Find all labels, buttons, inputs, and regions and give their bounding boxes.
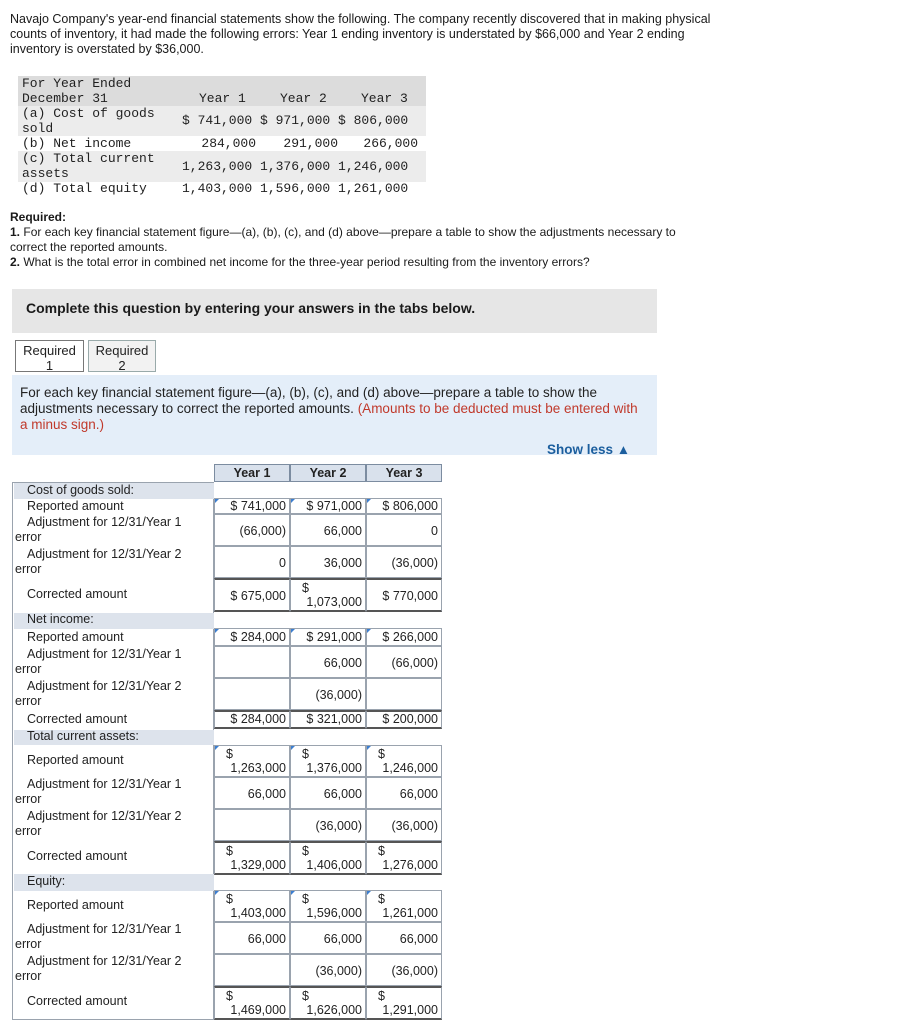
ni-reported-year3[interactable]: $ 266,000 <box>366 628 442 646</box>
cogs-adj1-year1[interactable]: (66,000) <box>214 514 290 546</box>
intro-text: Navajo Company's year-end financial statements show the following. The company recently discovered that in making physical counts of inventory, it had made the following errors: Year 1 ending inventory is understated by $66,000 and Year 2 ending inventory is overstated by $36,000. <box>10 12 711 56</box>
instruction-note: (Amounts to be deducted must be entered with a minus sign.) <box>20 401 638 432</box>
eq-adj1-label: Adjustment for 12/31/Year 1 <box>27 922 182 936</box>
ni-adj2-label: Adjustment for 12/31/Year 2 <box>27 679 182 693</box>
given-header-2: December 31 <box>22 91 108 106</box>
eq-adj2-label-2: error <box>15 969 42 983</box>
tca-corrected-year1[interactable]: $ 1,329,000 <box>214 841 290 875</box>
cogs-adj1-year3[interactable]: 0 <box>366 514 442 546</box>
section-equity: Equity: <box>27 874 66 888</box>
cogs-adj1-year2[interactable]: 66,000 <box>290 514 366 546</box>
tca-adj2-year1[interactable] <box>214 809 290 841</box>
given-col-year2: Year 2 <box>280 91 327 106</box>
cogs-reported-year1[interactable]: $ 741,000 <box>214 498 290 514</box>
tca-corrected-year3[interactable]: $ 1,276,000 <box>366 841 442 875</box>
cogs-adj1-label: Adjustment for 12/31/Year 1 <box>27 515 182 529</box>
ni-adj1-label-2: error <box>15 662 42 676</box>
eq-corrected-label: Corrected amount <box>27 994 128 1008</box>
given-row-c-values: 1,263,000 1,376,000 1,246,000 <box>182 159 409 174</box>
eq-corrected-year1[interactable]: $ 1,469,000 <box>214 986 290 1020</box>
given-row-c-label2: assets <box>22 166 69 181</box>
cogs-reported-year2[interactable]: $ 971,000 <box>290 498 366 514</box>
given-col-year3: Year 3 <box>361 91 408 106</box>
section-cogs: Cost of goods sold: <box>27 483 135 497</box>
ni-corrected-year2[interactable]: $ 321,000 <box>290 710 366 729</box>
tca-reported-year3[interactable]: $ 1,246,000 <box>366 745 442 777</box>
eq-adj1-year3[interactable]: 66,000 <box>366 922 442 954</box>
tca-adj1-label-2: error <box>15 792 42 806</box>
eq-reported-year2[interactable]: $ 1,596,000 <box>290 890 366 922</box>
eq-adj1-year2[interactable]: 66,000 <box>290 922 366 954</box>
cogs-reported-year3[interactable]: $ 806,000 <box>366 498 442 514</box>
cogs-corrected-year1[interactable]: $ 675,000 <box>214 578 290 612</box>
header-year3: Year 3 <box>366 464 442 482</box>
given-data-table <box>18 76 426 197</box>
triangle-up-icon: ▲ <box>616 442 631 457</box>
required-item-2: What is the total error in combined net income for the three-year period resulting from the inventory errors? <box>23 255 590 269</box>
cogs-corrected-label: Corrected amount <box>27 587 128 601</box>
given-row-b-label: (b) Net income <box>22 136 132 151</box>
ni-adj2-label-2: error <box>15 694 42 708</box>
label-column <box>12 482 214 1020</box>
tca-adj2-label: Adjustment for 12/31/Year 2 <box>27 809 182 823</box>
header-year2: Year 2 <box>290 464 366 482</box>
tca-reported-label: Reported amount <box>27 753 124 767</box>
tab-required-2-number: 2 <box>118 358 126 373</box>
eq-reported-year3[interactable]: $ 1,261,000 <box>366 890 442 922</box>
tca-adj1-year1[interactable]: 66,000 <box>214 777 290 809</box>
given-row-d-label: (d) Total equity <box>22 181 147 196</box>
header-year1: Year 1 <box>214 464 290 482</box>
given-row-c-label: (c) Total current <box>22 151 155 166</box>
tab-required-2-label: Required <box>95 343 149 358</box>
section-net-income: Net income: <box>27 612 94 626</box>
tab-required-2[interactable] <box>88 340 156 372</box>
eq-corrected-year3[interactable]: $ 1,291,000 <box>366 986 442 1020</box>
show-less-link[interactable] <box>547 442 630 457</box>
required-num-1: 1. <box>10 225 21 239</box>
given-row-a-label: (a) Cost of goods <box>22 106 155 121</box>
required-item-1: For each key financial statement figure—(a), (b), (c), and (d) above—prepare a table to show the adjustments necessary to correct the reported amounts. <box>10 225 676 254</box>
eq-corrected-year2[interactable]: $ 1,626,000 <box>290 986 366 1020</box>
eq-adj2-year3[interactable]: (36,000) <box>366 954 442 986</box>
section-total-current-assets: Total current assets: <box>27 729 139 743</box>
show-less-label: Show less <box>547 442 614 457</box>
tca-adj2-label-2: error <box>15 824 42 838</box>
cogs-corrected-year2[interactable]: $ 1,073,000 <box>290 578 366 612</box>
given-header-1: For Year Ended <box>22 76 132 91</box>
ni-adj1-label: Adjustment for 12/31/Year 1 <box>27 647 182 661</box>
required-title: Required: <box>10 210 67 224</box>
given-row-a-label2: sold <box>22 121 54 136</box>
tca-corrected-year2[interactable]: $ 1,406,000 <box>290 841 366 875</box>
required-num-2: 2. <box>10 255 21 269</box>
ni-adj2-year3[interactable] <box>366 678 442 710</box>
cogs-adj2-label-2: error <box>15 562 42 576</box>
cogs-adj2-year3[interactable]: (36,000) <box>366 546 442 578</box>
cogs-adj2-label: Adjustment for 12/31/Year 2 <box>27 547 182 561</box>
eq-reported-year1[interactable]: $ 1,403,000 <box>214 890 290 922</box>
given-row-d-values: 1,403,000 1,596,000 1,261,000 <box>182 181 409 196</box>
ni-adj1-year2[interactable]: 66,000 <box>290 646 366 678</box>
tca-adj2-year3[interactable]: (36,000) <box>366 809 442 841</box>
tca-adj1-year2[interactable]: 66,000 <box>290 777 366 809</box>
banner-text: Complete this question by entering your answers in the tabs below. <box>26 300 476 316</box>
cogs-adj1-label-2: error <box>15 530 42 544</box>
tca-adj1-label: Adjustment for 12/31/Year 1 <box>27 777 182 791</box>
tca-reported-year1[interactable]: $ 1,263,000 <box>214 745 290 777</box>
ni-adj1-year1[interactable] <box>214 646 290 678</box>
ni-corrected-year3[interactable]: $ 200,000 <box>366 710 442 729</box>
ni-adj2-year1[interactable] <box>214 678 290 710</box>
ni-reported-year1[interactable]: $ 284,000 <box>214 628 290 646</box>
tca-reported-year2[interactable]: $ 1,376,000 <box>290 745 366 777</box>
cogs-reported-label: Reported amount <box>27 499 124 513</box>
adjustments-table <box>12 464 440 1020</box>
instruction-text: For each key financial statement figure—(a), (b), (c), and (d) above—prepare a table to show the adjustments necessary to correct the reported amounts. <box>20 385 598 416</box>
cogs-adj2-year1[interactable]: 0 <box>214 546 290 578</box>
eq-adj1-label-2: error <box>15 937 42 951</box>
tab-required-1[interactable] <box>15 340 84 372</box>
ni-adj1-year3[interactable]: (66,000) <box>366 646 442 678</box>
cogs-adj2-year2[interactable]: 36,000 <box>290 546 366 578</box>
instructions-banner <box>12 289 657 333</box>
tca-adj2-year2[interactable]: (36,000) <box>290 809 366 841</box>
eq-reported-label: Reported amount <box>27 898 124 912</box>
ni-adj2-year2[interactable]: (36,000) <box>290 678 366 710</box>
given-col-year1: Year 1 <box>199 91 246 106</box>
ni-corrected-label: Corrected amount <box>27 712 128 726</box>
given-row-b-year1: 284,000 <box>201 136 256 151</box>
ni-corrected-year1[interactable]: $ 284,000 <box>214 710 290 729</box>
tca-adj1-year3[interactable]: 66,000 <box>366 777 442 809</box>
cogs-corrected-year3[interactable]: $ 770,000 <box>366 578 442 612</box>
eq-adj1-year1[interactable]: 66,000 <box>214 922 290 954</box>
eq-adj2-label: Adjustment for 12/31/Year 2 <box>27 954 182 968</box>
ni-reported-year2[interactable]: $ 291,000 <box>290 628 366 646</box>
tca-corrected-label: Corrected amount <box>27 849 128 863</box>
given-row-b-year2: 291,000 <box>283 136 338 151</box>
ni-reported-label: Reported amount <box>27 630 124 644</box>
required-section <box>10 210 680 270</box>
eq-adj2-year2[interactable]: (36,000) <box>290 954 366 986</box>
tab-required-1-number: 1 <box>45 358 54 373</box>
tab-required-1-label: Required <box>23 343 76 358</box>
eq-adj2-year1[interactable] <box>214 954 290 986</box>
given-row-b-year3: 266,000 <box>363 136 418 151</box>
given-row-a-values: $ 741,000 $ 971,000 $ 806,000 <box>182 113 409 128</box>
